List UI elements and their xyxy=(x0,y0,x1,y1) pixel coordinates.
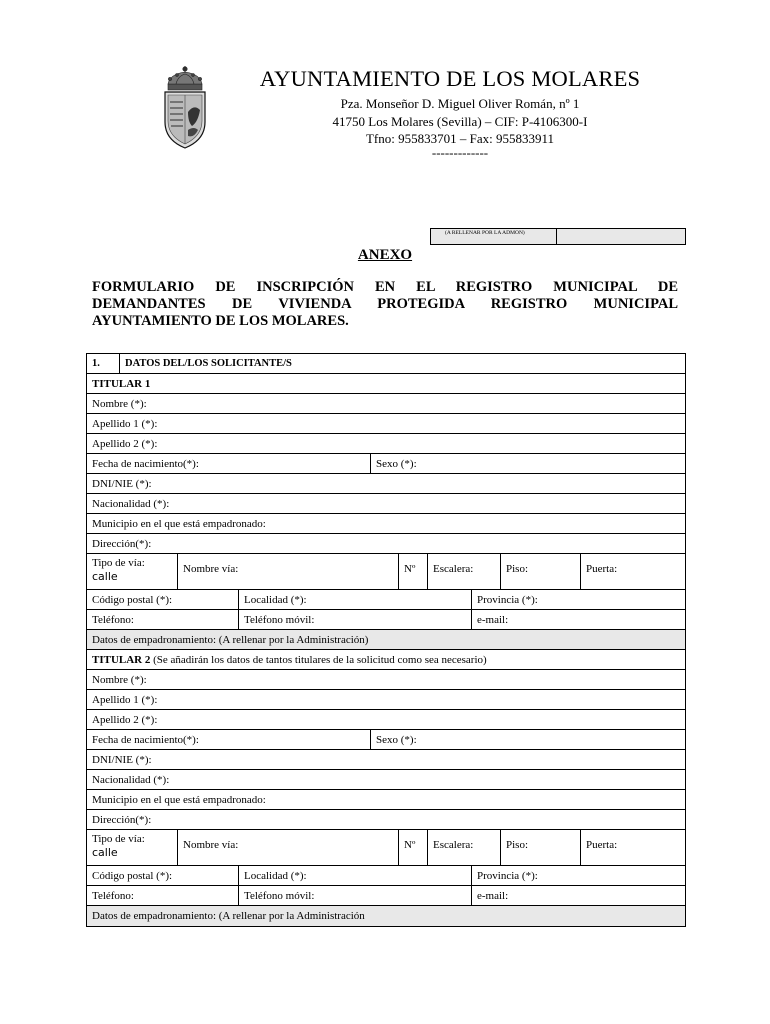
form-title-line-1: FORMULARIO DE INSCRIPCIÓN EN EL REGISTRO MUNICIPAL DE xyxy=(92,279,678,295)
titular2-direccion-row xyxy=(87,810,685,830)
titular2-nombre-field[interactable]: Nombre (*): xyxy=(92,674,147,686)
titular2-movil-field[interactable]: Teléfono móvil: xyxy=(238,886,471,905)
titular2-nacionalidad-field[interactable]: Nacionalidad (*): xyxy=(92,774,170,786)
titular1-direccion-row xyxy=(87,534,685,554)
titular2-telefono-row xyxy=(87,886,685,906)
applicant-data-table xyxy=(86,353,686,927)
titular2-heading-row xyxy=(87,650,685,670)
titular1-nacionalidad-row[interactable] xyxy=(87,494,685,514)
section-title: DATOS DEL/LOS SOLICITANTE/S xyxy=(119,354,685,373)
titular1-telefono-field[interactable]: Teléfono: xyxy=(92,614,134,626)
titular1-heading-row xyxy=(87,374,685,394)
titular1-nombre-via-field[interactable]: Nombre vía: xyxy=(177,554,398,589)
titular2-email-field[interactable]: e-mail: xyxy=(471,886,685,905)
titular2-municipio-field[interactable]: Municipio en el que está empadronado: xyxy=(92,794,266,806)
titular1-municipio-row[interactable] xyxy=(87,514,685,534)
titular2-apellido2-row[interactable] xyxy=(87,710,685,730)
form-title xyxy=(92,279,678,330)
titular1-piso-field[interactable]: Piso: xyxy=(500,554,580,589)
titular2-localidad-field[interactable]: Localidad (*): xyxy=(238,866,471,885)
titular1-provincia-field[interactable]: Provincia (*): xyxy=(471,590,685,609)
titular2-provincia-field[interactable]: Provincia (*): xyxy=(471,866,685,885)
titular1-dni-field[interactable]: DNI/NIE (*): xyxy=(92,478,152,490)
titular2-cp-field[interactable]: Código postal (*): xyxy=(92,870,173,882)
titular1-cp-row xyxy=(87,590,685,610)
titular2-heading-note: (Se añadirán los datos de tantos titulares de la solicitud como sea necesario) xyxy=(150,654,487,666)
titular2-tipo-via-value[interactable]: calle xyxy=(92,846,118,859)
titular2-tipo-via-label: Tipo de vía: xyxy=(92,833,145,845)
titular1-heading: TITULAR 1 xyxy=(92,378,151,390)
section-number: 1. xyxy=(92,358,100,369)
titular1-telefono-row xyxy=(87,610,685,630)
titular1-nombre-row[interactable] xyxy=(87,394,685,414)
titular2-dni-field[interactable]: DNI/NIE (*): xyxy=(92,754,152,766)
admin-box-field[interactable] xyxy=(557,229,685,244)
titular2-telefono-field[interactable]: Teléfono: xyxy=(92,890,134,902)
admin-box-label: (A RELLENAR POR LA ADMON) xyxy=(431,229,557,244)
address-line-2: 41750 Los Molares (Sevilla) – CIF: P-4106300-I xyxy=(332,114,588,129)
titular2-puerta-field[interactable]: Puerta: xyxy=(580,830,685,865)
titular1-tipo-via-value[interactable]: calle xyxy=(92,570,118,583)
titular2-empadronamiento-row xyxy=(87,906,685,926)
anexo-heading: ANEXO xyxy=(357,247,413,263)
titular2-escalera-field[interactable]: Escalera: xyxy=(427,830,500,865)
titular2-direccion-label: Dirección(*): xyxy=(92,814,152,826)
titular2-numero-field[interactable]: Nº xyxy=(398,830,427,865)
titular1-email-field[interactable]: e-mail: xyxy=(471,610,685,629)
titular2-nacionalidad-row[interactable] xyxy=(87,770,685,790)
titular2-sexo-field[interactable]: Sexo (*): xyxy=(370,730,685,749)
titular1-dni-row[interactable] xyxy=(87,474,685,494)
address-line-1: Pza. Monseñor D. Miguel Oliver Román, nº 1 xyxy=(340,96,580,111)
titular1-apellido2-field[interactable]: Apellido 2 (*): xyxy=(92,438,158,450)
titular1-via-row xyxy=(87,554,685,590)
form-title-line-2: DEMANDANTES DE VIVIENDA PROTEGIDA REGISTRO MUNICIPAL xyxy=(92,296,678,312)
titular2-tipo-via-field[interactable] xyxy=(87,830,177,865)
titular1-tipo-via-field[interactable] xyxy=(87,554,177,589)
titular1-escalera-field[interactable]: Escalera: xyxy=(427,554,500,589)
titular2-via-row xyxy=(87,830,685,866)
titular1-municipio-field[interactable]: Municipio en el que está empadronado: xyxy=(92,518,266,530)
titular2-fecha-sexo-row xyxy=(87,730,685,750)
titular1-localidad-field[interactable]: Localidad (*): xyxy=(238,590,471,609)
titular1-fecha-field[interactable]: Fecha de nacimiento(*): xyxy=(92,458,199,470)
header-title: AYUNTAMIENTO DE LOS MOLARES xyxy=(259,66,641,91)
titular1-puerta-field[interactable]: Puerta: xyxy=(580,554,685,589)
titular1-apellido1-row[interactable] xyxy=(87,414,685,434)
address-line-3: Tfno: 955833701 – Fax: 955833911 xyxy=(365,131,554,146)
titular2-apellido1-row[interactable] xyxy=(87,690,685,710)
titular1-empadronamiento-label: Datos de empadronamiento: (A rellenar por la Administración) xyxy=(92,634,369,646)
titular1-empadronamiento-row xyxy=(87,630,685,650)
section-header-row xyxy=(87,354,685,374)
titular1-cp-field[interactable]: Código postal (*): xyxy=(92,594,173,606)
titular1-nacionalidad-field[interactable]: Nacionalidad (*): xyxy=(92,498,170,510)
titular2-heading-cell xyxy=(87,650,685,669)
titular1-movil-field[interactable]: Teléfono móvil: xyxy=(238,610,471,629)
titular2-piso-field[interactable]: Piso: xyxy=(500,830,580,865)
titular1-fecha-sexo-row xyxy=(87,454,685,474)
titular2-apellido2-field[interactable]: Apellido 2 (*): xyxy=(92,714,158,726)
titular1-apellido1-field[interactable]: Apellido 1 (*): xyxy=(92,418,158,430)
titular1-sexo-field[interactable]: Sexo (*): xyxy=(370,454,685,473)
admin-box xyxy=(430,228,686,245)
titular2-nombre-via-field[interactable]: Nombre vía: xyxy=(177,830,398,865)
titular1-direccion-label: Dirección(*): xyxy=(92,538,152,550)
titular1-numero-field[interactable]: Nº xyxy=(398,554,427,589)
titular2-fecha-field[interactable]: Fecha de nacimiento(*): xyxy=(92,734,199,746)
titular1-tipo-via-label: Tipo de vía: xyxy=(92,557,145,569)
titular2-nombre-row[interactable] xyxy=(87,670,685,690)
header-separator: ------------- xyxy=(431,145,489,160)
titular1-nombre-field[interactable]: Nombre (*): xyxy=(92,398,147,410)
titular2-empadronamiento-label: Datos de empadronamiento: (A rellenar por la Administración xyxy=(92,910,365,922)
titular2-cp-row xyxy=(87,866,685,886)
form-title-line-3: AYUNTAMIENTO DE LOS MOLARES. xyxy=(92,313,349,329)
titular1-apellido2-row[interactable] xyxy=(87,434,685,454)
titular2-heading: TITULAR 2 xyxy=(92,654,151,666)
titular2-dni-row[interactable] xyxy=(87,750,685,770)
titular2-municipio-row[interactable] xyxy=(87,790,685,810)
titular2-apellido1-field[interactable]: Apellido 1 (*): xyxy=(92,694,158,706)
